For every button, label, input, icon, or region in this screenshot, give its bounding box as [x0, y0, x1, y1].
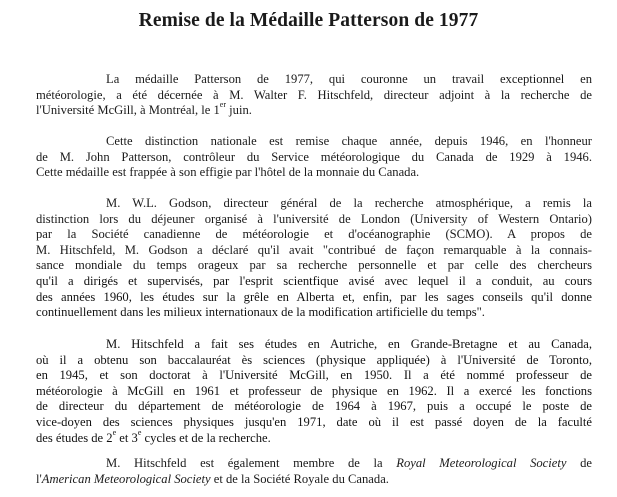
text-segment: des études de 2: [36, 430, 113, 445]
text-line: par la Société canadienne de météorologie et d'océanographie (SCMO). A propos de: [36, 227, 592, 242]
text-line: en 1945, et son doctorat à l'Université McGill, en 1950. Il a été nommé professeur de: [36, 368, 592, 383]
paragraph-4: [36, 337, 592, 446]
text-line: qu'il a dirigés et supervisés, par l'esprit scientfique avisé avec lequel il a conduit, au cours: [36, 273, 592, 288]
text-line: vice-doyen des sciences physiques jusqu'en 1971, date où il est passé doyen de la faculté: [36, 414, 592, 429]
text-line: M. W.L. Godson, directeur général de la recherche atmosphérique, a remis la: [106, 196, 592, 210]
text-line: de M. John Patterson, contrôleur du Service météorologique du Canada de 1929 à 1946.: [36, 149, 592, 164]
text-segment: juin.: [226, 103, 252, 118]
text-line: météorologie à McGill en 1961 et professeur de physique en 1962. Il a exercé les fonctions: [36, 383, 592, 398]
text-line: continuellement dans les milieux internationaux de la modification artificielle du temps".: [36, 305, 485, 320]
text-line: [36, 472, 592, 488]
paragraph-3: [36, 196, 592, 321]
text-line: sance mondiale du temps orageux par sa recherche personnelle et par celle des chercheurs: [36, 258, 592, 273]
superscript: e: [137, 430, 142, 437]
text-segment: l': [36, 471, 42, 486]
text-segment: l'Université McGill, à Montréal, le 1: [36, 103, 220, 118]
text-line: [36, 103, 592, 119]
text-line: M. Hitschfeld, M. Godson a déclaré qu'il avait "contribué de façon remarquable à la connais-: [36, 242, 592, 257]
text-line: Cette médaille est frappée à son effigie par l'hôtel de la monnaie du Canada.: [36, 165, 420, 180]
paragraph-5: [36, 456, 592, 487]
superscript: e: [112, 430, 117, 437]
text-line: [36, 456, 592, 472]
text-line: météorologie, a été décernée à M. Walter F. Hitschfeld, directeur adjoint à la recherche de: [36, 87, 592, 102]
text-line: Cette distinction nationale est remise chaque année, depuis 1946, en l'honneur: [106, 134, 592, 148]
text-line: La médaille Patterson de 1977, qui couronne un travail exceptionnel en: [106, 72, 592, 86]
text-segment: cycles et de la recherche.: [141, 430, 271, 445]
superscript: er: [219, 103, 227, 110]
text-segment: M. Hitschfeld est également membre de la: [106, 456, 397, 470]
text-line: où il a obtenu son baccalauréat ès sciences (physique appliquée) à l'Université de Toronto,: [36, 352, 592, 367]
text-line: M. Hitschfeld a fait ses études en Autriche, en Grande-Bretagne et au Canada,: [106, 337, 592, 351]
text-line: de directeur du département de météorologie de 1964 à 1967, puis a occupé le poste de: [36, 399, 592, 414]
text-line: des années 1960, les études sur la grêle en Alberta et, enfin, par les sages conseils qu'il donne: [36, 289, 592, 304]
paragraph-2: [36, 134, 592, 181]
text-segment: de: [566, 456, 592, 470]
text-segment: et 3: [116, 430, 138, 445]
paragraph-1: [36, 72, 592, 119]
society-name: American Meteorological Society: [41, 471, 211, 486]
text-line: distinction lors du déjeuner organisé à l'université de London (University of Western Ontario): [36, 211, 592, 226]
society-name: Royal Meteorological Society: [396, 456, 567, 470]
text-segment: et de la Société Royale du Canada.: [210, 471, 389, 486]
text-line: [36, 431, 592, 447]
page-title: Remise de la Médaille Patterson de 1977: [138, 10, 479, 31]
